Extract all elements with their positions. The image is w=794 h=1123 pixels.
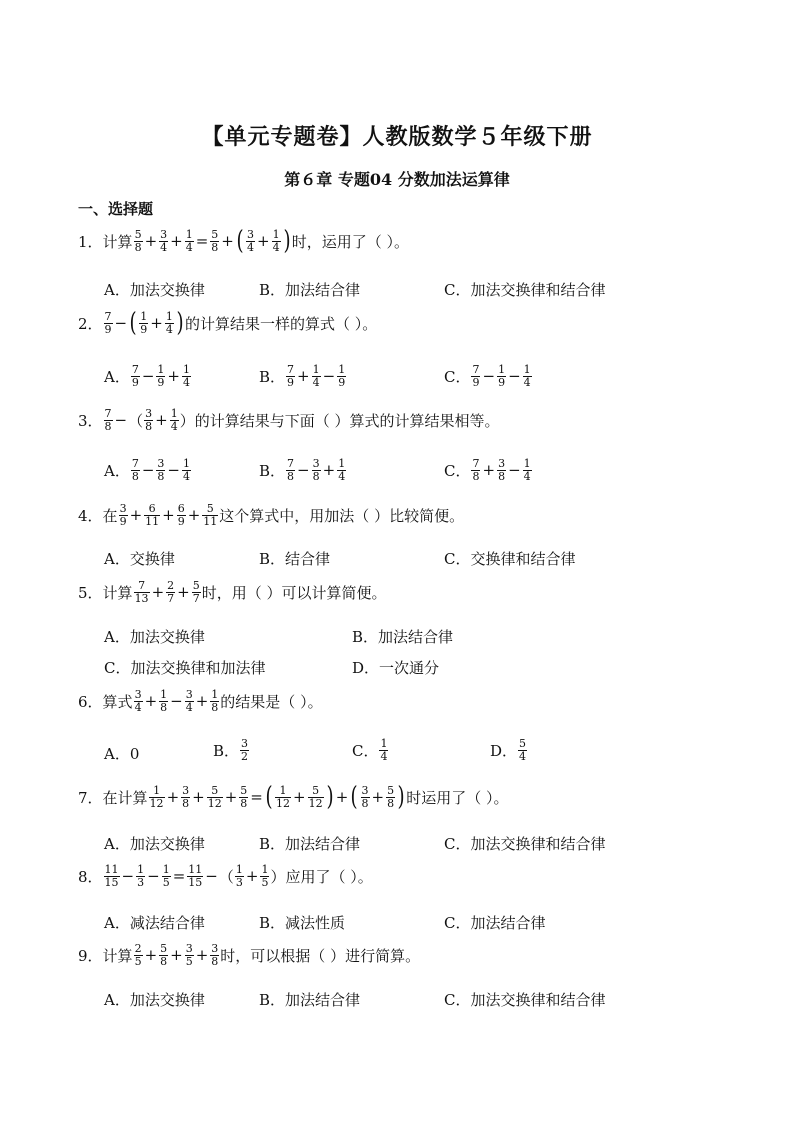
question-2: 2． $\frac{7}{9}$ − ( $\frac{1}{9}$ + $\frac{1}{4}$ ) 的计算结果一样的算式（ ）。 xyxy=(78,308,378,338)
page-subtitle: 第６章 专题04 分数加法运算律 xyxy=(284,170,510,189)
option-a[interactable]: A．0 xyxy=(104,745,140,763)
question-7: 7． 在计算 $\frac{1}{12}$ + $\frac{3}{8}$ + $\frac{5}{12}$ + $\frac{5}{8}$ = ( $\frac{1}{12}$ + $\frac{5}{12}$ ) + ( $\frac{3}{8}$ + $\frac{5}{8}$ ) 时运用了（ ）。 xyxy=(78,782,509,812)
question-8: 8． $\frac{11}{15}$ − $\frac{1}{3}$ − $\frac{1}{5}$ = $\frac{11}{15}$ − （ $\frac{1}{3}$ + $\frac{1}{5}$ ） 应用了（ ）。 xyxy=(78,863,373,889)
option-c[interactable]: C．加法交换律和加法律 xyxy=(104,659,266,677)
option-a[interactable]: A．减法结合律 xyxy=(104,914,205,932)
page-title: 【单元专题卷】人教版数学５年级下册 xyxy=(201,124,593,150)
option-c[interactable]: C．交换律和结合律 xyxy=(444,550,576,568)
option-c[interactable]: C． $\frac{7}{8}$ + $\frac{3}{8}$ − $\frac{1}{4}$ xyxy=(444,457,531,483)
option-b[interactable]: B．结合律 xyxy=(259,550,331,568)
question-5: 5． 计算 $\frac{7}{13}$ + $\frac{2}{7}$ + $\frac{5}{7}$ 时，用（ ）可以计算简便。 xyxy=(78,579,387,605)
option-c[interactable]: C． $\frac{1}{4}$ xyxy=(352,737,388,763)
option-d[interactable]: D．一次通分 xyxy=(352,659,440,677)
option-b[interactable]: B． $\frac{3}{2}$ xyxy=(213,737,249,763)
question-3: 3． $\frac{7}{8}$ − （ $\frac{3}{8}$ + $\frac{1}{4}$ ） 的计算结果与下面（ ）算式的计算结果相等。 xyxy=(78,407,500,433)
question-6: 6． 算式 $\frac{3}{4}$ + $\frac{1}{8}$ − $\frac{3}{4}$ + $\frac{1}{8}$ 的结果是（ ）。 xyxy=(78,688,323,714)
option-a[interactable]: A．加法交换律 xyxy=(104,835,205,853)
question-4: 4． 在 $\frac{3}{9}$ + $\frac{6}{11}$ + $\frac{6}{9}$ + $\frac{5}{11}$ 这个算式中，用加法（ ）比较简便。 xyxy=(78,502,465,528)
fraction: $\frac{3}{4}$ xyxy=(247,227,255,254)
fraction: $\frac{1}{4}$ xyxy=(272,227,280,254)
fraction: $\frac{3}{4}$ xyxy=(160,227,168,254)
option-b[interactable]: B．减法性质 xyxy=(259,914,346,932)
option-c[interactable]: C．加法交换律和结合律 xyxy=(444,281,606,299)
option-a[interactable]: A． $\frac{7}{9}$ − $\frac{1}{9}$ + $\frac{1}{4}$ xyxy=(104,363,190,389)
option-b[interactable]: B．加法结合律 xyxy=(259,991,361,1009)
fraction: $\frac{7}{9}$ xyxy=(104,309,112,336)
fraction: $\frac{1}{9}$ xyxy=(140,309,148,336)
option-a[interactable]: A．加法交换律 xyxy=(104,281,205,299)
option-b[interactable]: B． $\frac{7}{9}$ + $\frac{1}{4}$ − $\frac{1}{9}$ xyxy=(259,363,346,389)
option-d[interactable]: D． $\frac{5}{4}$ xyxy=(490,737,527,763)
question-9: 9． 计算 $\frac{2}{5}$ + $\frac{5}{8}$ + $\frac{3}{5}$ + $\frac{3}{8}$ 时，可以根据（ ）进行简算。 xyxy=(78,942,421,968)
option-a[interactable]: A． $\frac{7}{8}$ − $\frac{3}{8}$ − $\frac{1}{4}$ xyxy=(104,457,190,483)
section-heading: 一、选择题 xyxy=(78,200,154,218)
fraction: $\frac{5}{8}$ xyxy=(134,227,142,254)
option-c[interactable]: C．加法交换律和结合律 xyxy=(444,991,606,1009)
option-c[interactable]: C．加法结合律 xyxy=(444,914,546,932)
option-a[interactable]: A．交换律 xyxy=(104,550,175,568)
option-c[interactable]: C．加法交换律和结合律 xyxy=(444,835,606,853)
fraction: $\frac{1}{4}$ xyxy=(185,227,193,254)
fraction: $\frac{5}{8}$ xyxy=(211,227,219,254)
question-1: 1． 计算 $\frac{5}{8}$ + $\frac{3}{4}$ + $\frac{1}{4}$ = $\frac{5}{8}$ + ( $\frac{3}{4}$ + $\frac{1}{4}$ ) 时，运用了（ ）。 xyxy=(78,226,410,256)
option-b[interactable]: B． $\frac{7}{8}$ − $\frac{3}{8}$ + $\frac{1}{4}$ xyxy=(259,457,346,483)
option-b[interactable]: B．加法结合律 xyxy=(352,628,454,646)
option-a[interactable]: A．加法交换律 xyxy=(104,628,205,646)
option-b[interactable]: B．加法结合律 xyxy=(259,281,361,299)
option-c[interactable]: C． $\frac{7}{9}$ − $\frac{1}{9}$ − $\frac{1}{4}$ xyxy=(444,363,531,389)
option-b[interactable]: B．加法结合律 xyxy=(259,835,361,853)
fraction: $\frac{1}{4}$ xyxy=(165,309,173,336)
option-a[interactable]: A．加法交换律 xyxy=(104,991,205,1009)
